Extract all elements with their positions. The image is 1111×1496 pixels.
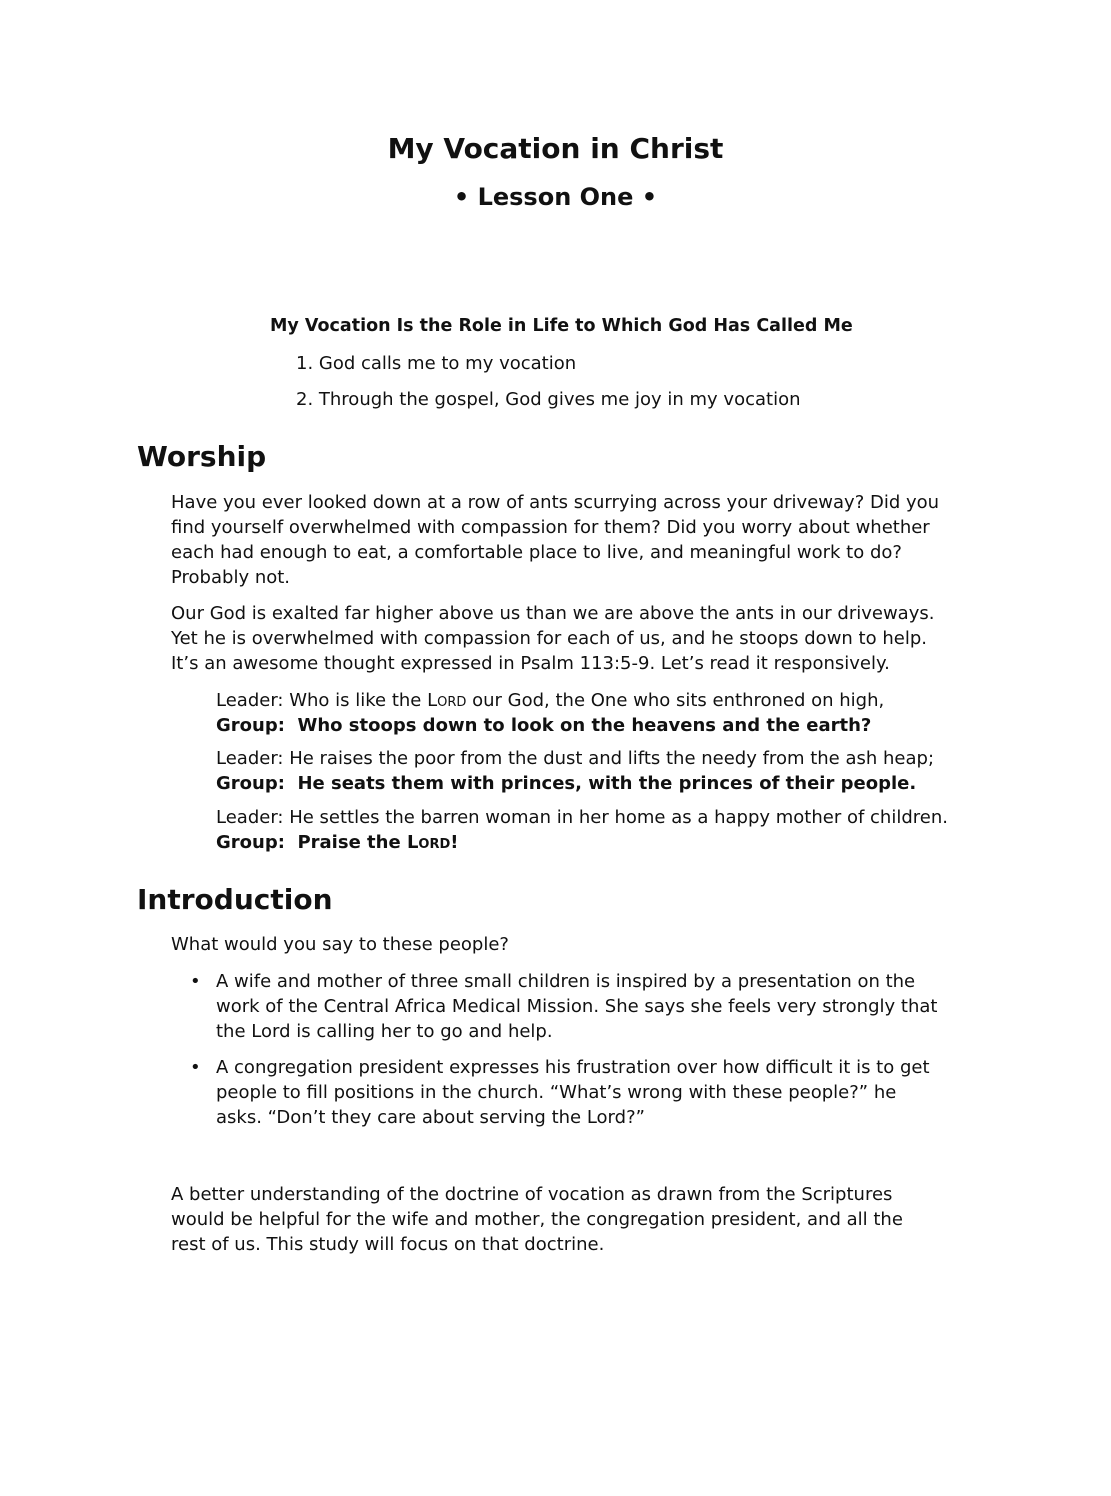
introduction-heading: Introduction [137, 883, 333, 916]
text-line: Yet he is overwhelmed with compassion for each of us, and he stoops down to help. [171, 628, 927, 649]
intro-bullet [190, 969, 938, 1044]
group-label: Group: [216, 832, 285, 853]
text-line: the Lord is calling her to go and help. [216, 1021, 553, 1042]
lord-text: Lord [427, 690, 467, 711]
group-label: Group: [216, 773, 285, 794]
group-line [216, 830, 948, 855]
closing-paragraph [171, 1182, 903, 1257]
text: He seats them with princes, with the princes of their people. [297, 773, 917, 794]
text-line: A better understanding of the doctrine of vocation as drawn from the Scriptures [171, 1184, 893, 1205]
theme-heading: My Vocation Is the Role in Life to Which God Has Called Me [270, 316, 853, 336]
group-line [216, 771, 948, 796]
theme-points [296, 351, 801, 412]
text-line: each had enough to eat, a comfortable place to live, and meaningful work to do? [171, 542, 902, 563]
leader-line [216, 805, 948, 830]
page-title: My Vocation in Christ [387, 132, 724, 165]
responsive-reading [216, 688, 948, 855]
leader-label: Leader: [216, 690, 284, 711]
text: our God, the One who sits enthroned on high, [466, 690, 885, 711]
worship-paragraph-1 [171, 490, 939, 590]
text: ! [450, 832, 459, 853]
text: He raises the poor from the dust and lifts the needy from the ash heap; [289, 748, 935, 769]
text: Who stoops down to look on the heavens and the earth? [297, 715, 872, 736]
bullet-icon: • [190, 1057, 201, 1078]
lord-text: Lord [406, 832, 451, 853]
text-line: work of the Central Africa Medical Mission. She says she feels very strongly that [216, 996, 938, 1017]
worship-paragraph-2 [171, 601, 934, 676]
text-line: It’s an awesome thought expressed in Psalm 113:5-9. Let’s read it responsively. [171, 653, 890, 674]
text-line: people to fill positions in the church. “What’s wrong with these people?” he [216, 1082, 897, 1103]
theme-point: 1. God calls me to my vocation [296, 353, 577, 374]
lesson-subtitle: • Lesson One • [453, 183, 658, 211]
text-line: What would you say to these people? [171, 934, 509, 955]
bullet-icon: • [190, 971, 201, 992]
worship-heading: Worship [137, 440, 267, 473]
theme-point: 2. Through the gospel, God gives me joy in my vocation [296, 389, 801, 410]
text: Praise the [297, 832, 407, 853]
leader-label: Leader: [216, 748, 284, 769]
group-label: Group: [216, 715, 285, 736]
intro-bullet [190, 1055, 930, 1130]
text-line: asks. “Don’t they care about serving the Lord?” [216, 1107, 645, 1128]
text-line: Our God is exalted far higher above us than we are above the ants in our driveways. [171, 603, 935, 624]
text-line: A congregation president expresses his frustration over how difficult it is to get [216, 1057, 930, 1078]
group-line [216, 713, 948, 738]
text-line: rest of us. This study will focus on that doctrine. [171, 1234, 605, 1255]
text-line: find yourself overwhelmed with compassion for them? Did you worry about whether [171, 517, 930, 538]
leader-label: Leader: [216, 807, 284, 828]
leader-line [216, 746, 948, 771]
text-line: Probably not. [171, 567, 291, 588]
text: Who is like the [289, 690, 428, 711]
leader-line [216, 688, 948, 713]
text-line: A wife and mother of three small children is inspired by a presentation on the [216, 971, 916, 992]
text-line: would be helpful for the wife and mother, the congregation president, and all the [171, 1209, 903, 1230]
text-line: Have you ever looked down at a row of ants scurrying across your driveway? Did you [171, 492, 940, 513]
text: He settles the barren woman in her home as a happy mother of children. [289, 807, 948, 828]
introduction-question [171, 932, 509, 957]
